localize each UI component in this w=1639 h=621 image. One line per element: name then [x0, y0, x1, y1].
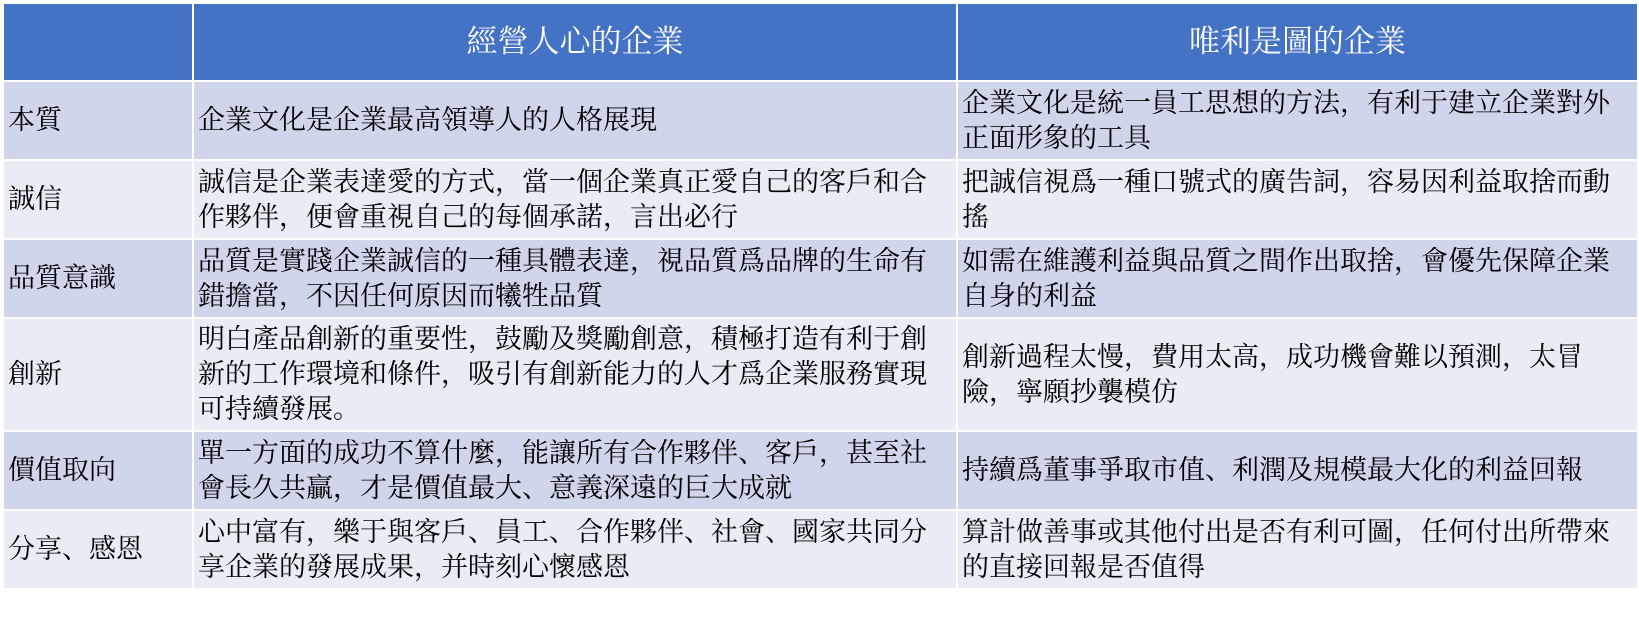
row-label: 創新	[3, 318, 193, 431]
header-people-oriented: 經營人心的企業	[193, 3, 957, 81]
cell-profit-oriented: 持續爲董事爭取市值、利潤及規模最大化的利益回報	[957, 431, 1638, 510]
table-row	[3, 431, 1638, 510]
row-label: 價值取向	[3, 431, 193, 510]
cell-people-oriented: 誠信是企業表達愛的方式，當一個企業真正愛自己的客戶和合作夥伴，便會重視自己的每個承諾，言出必行	[193, 160, 957, 239]
table-row	[3, 160, 1638, 239]
table-row	[3, 510, 1638, 589]
header-profit-oriented: 唯利是圖的企業	[957, 3, 1638, 81]
cell-profit-oriented: 企業文化是統一員工思想的方法，有利于建立企業對外正面形象的工具	[957, 81, 1638, 160]
table-row	[3, 239, 1638, 318]
cell-profit-oriented: 把誠信視爲一種口號式的廣告詞，容易因利益取捨而動搖	[957, 160, 1638, 239]
header-corner	[3, 3, 193, 81]
cell-profit-oriented: 如需在維護利益與品質之間作出取捨，會優先保障企業自身的利益	[957, 239, 1638, 318]
cell-people-oriented: 心中富有，樂于與客戶、員工、合作夥伴、社會、國家共同分享企業的發展成果，并時刻心懷感恩	[193, 510, 957, 589]
row-label: 誠信	[3, 160, 193, 239]
cell-people-oriented: 企業文化是企業最高領導人的人格展現	[193, 81, 957, 160]
cell-people-oriented: 單一方面的成功不算什麼，能讓所有合作夥伴、客戶，甚至社會長久共贏，才是價值最大、意義深遠的巨大成就	[193, 431, 957, 510]
table-row	[3, 81, 1638, 160]
header-row	[3, 3, 1638, 81]
comparison-table	[2, 2, 1639, 590]
row-label: 本質	[3, 81, 193, 160]
table-row	[3, 318, 1638, 431]
cell-people-oriented: 明白產品創新的重要性，鼓勵及獎勵創意，積極打造有利于創新的工作環境和條件，吸引有創新能力的人才爲企業服務實現可持續發展。	[193, 318, 957, 431]
row-label: 分享、感恩	[3, 510, 193, 589]
row-label: 品質意識	[3, 239, 193, 318]
cell-people-oriented: 品質是實踐企業誠信的一種具體表達，視品質爲品牌的生命有錯擔當，不因任何原因而犧牲品質	[193, 239, 957, 318]
cell-profit-oriented: 創新過程太慢，費用太高，成功機會難以預測，太冒險，寧願抄襲模仿	[957, 318, 1638, 431]
cell-profit-oriented: 算計做善事或其他付出是否有利可圖，任何付出所帶來的直接回報是否值得	[957, 510, 1638, 589]
